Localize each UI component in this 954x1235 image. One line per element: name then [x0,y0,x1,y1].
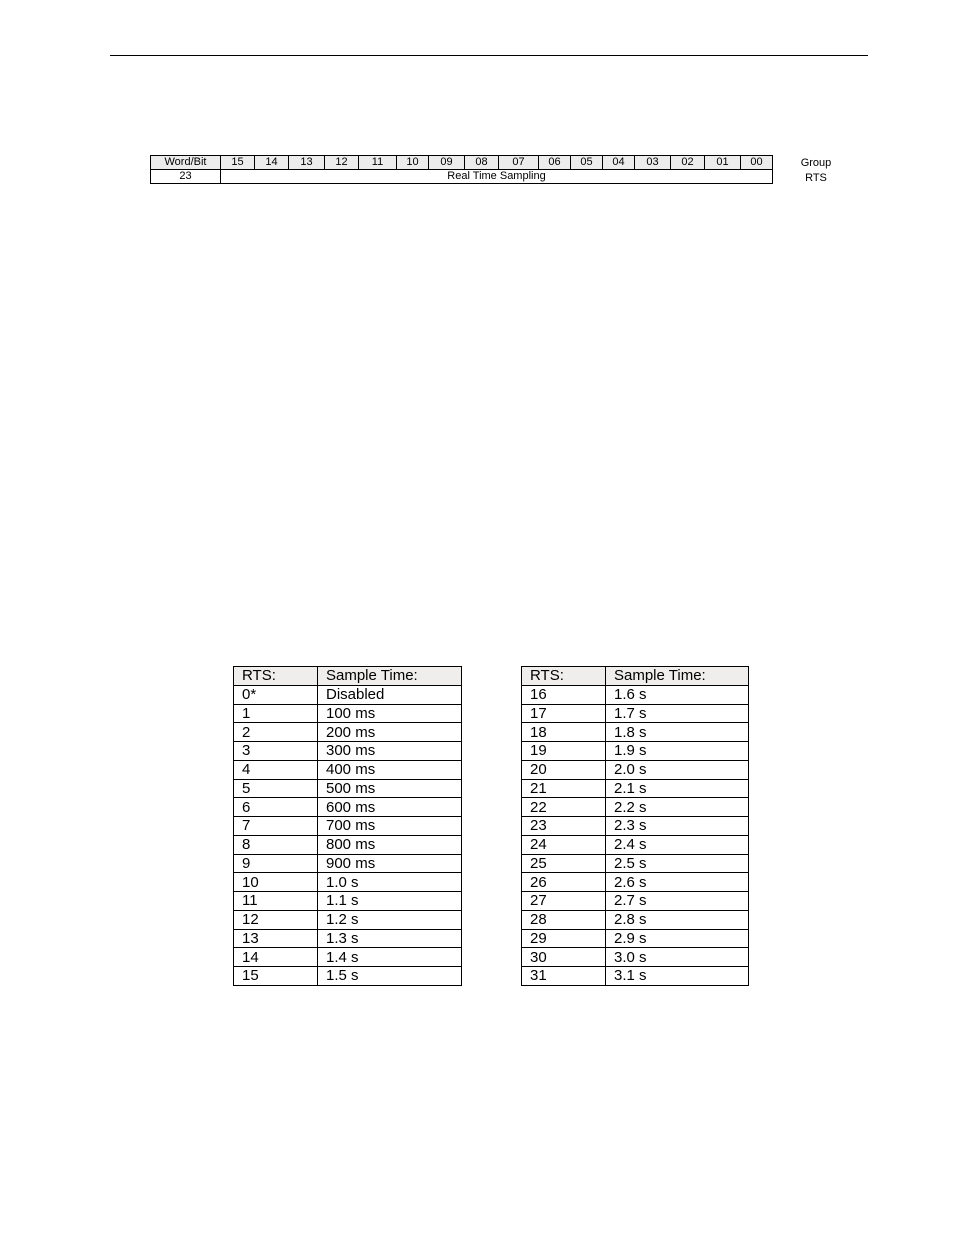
table-row [234,873,462,892]
rts-value: 14 [234,948,318,967]
bit-cell: 11 [359,156,397,170]
rts-value: 21 [522,779,606,798]
rts-value: 18 [522,723,606,742]
sample-time-value: Disabled [318,685,462,704]
rts-value: 8 [234,835,318,854]
table-row [522,779,749,798]
table-row [234,723,462,742]
sample-time-value: 2.3 s [606,817,749,836]
bit-cell: 03 [635,156,671,170]
bit-cell: 08 [465,156,499,170]
word-bit-header: Word/Bit [151,156,221,170]
rts-value: 3 [234,742,318,761]
rts-value: 11 [234,892,318,911]
rts-value: 19 [522,742,606,761]
sample-time-value: 2.0 s [606,760,749,779]
bit-cell: 00 [741,156,773,170]
table-row [234,929,462,948]
table-row [522,967,749,986]
group-header: Group [800,157,832,169]
sample-time-value: 2.2 s [606,798,749,817]
table-row [234,798,462,817]
group-value: RTS [805,172,827,184]
rts-right-body [522,667,749,986]
bit-cell: 07 [499,156,539,170]
rts-value: 28 [522,910,606,929]
rts-value: 15 [234,967,318,986]
table-row [522,910,749,929]
rts-value: 22 [522,798,606,817]
rts-table-right [521,666,749,986]
rts-value: 2 [234,723,318,742]
sample-time-value: 100 ms [318,704,462,723]
header-rule [110,55,868,56]
rts-value: 17 [522,704,606,723]
rts-value: 27 [522,892,606,911]
rts-value: 4 [234,760,318,779]
table-row [234,892,462,911]
bit-cell: 12 [325,156,359,170]
sample-time-value: 1.1 s [318,892,462,911]
table-row [522,817,749,836]
rts-value: 23 [522,817,606,836]
sample-time-value: 1.7 s [606,704,749,723]
bit-cell: 14 [255,156,289,170]
bitmap-header-row [151,156,773,170]
bit-cell: 04 [603,156,635,170]
rts-value: 1 [234,704,318,723]
table-row [234,685,462,704]
sample-time-value: 300 ms [318,742,462,761]
table-row [522,685,749,704]
rts-column-header: RTS: [234,667,318,686]
rts-column-header: RTS: [522,667,606,686]
word-number: 23 [151,170,221,184]
rts-value: 30 [522,948,606,967]
table-row [522,798,749,817]
rts-value: 31 [522,967,606,986]
field-name: Real Time Sampling [221,170,773,184]
table-row [522,704,749,723]
bit-cell: 05 [571,156,603,170]
rts-value: 20 [522,760,606,779]
sample-time-value: 400 ms [318,760,462,779]
bit-cell: 10 [397,156,429,170]
sample-time-value: 1.8 s [606,723,749,742]
sample-time-value: 1.4 s [318,948,462,967]
rts-value: 6 [234,798,318,817]
table-row [234,967,462,986]
table-row [234,835,462,854]
bitmap-word-row [151,170,773,184]
table-row [522,873,749,892]
sample-time-value: 1.5 s [318,967,462,986]
rts-value: 29 [522,929,606,948]
rts-value: 25 [522,854,606,873]
table-row [234,854,462,873]
bit-cell: 01 [705,156,741,170]
table-row [234,910,462,929]
sample-time-value: 2.1 s [606,779,749,798]
sample-time-value: 600 ms [318,798,462,817]
bit-cell: 06 [539,156,571,170]
sample-time-value: 1.2 s [318,910,462,929]
table-row [234,779,462,798]
bit-cell: 02 [671,156,705,170]
rts-value: 26 [522,873,606,892]
table-row [522,723,749,742]
bit-cell: 15 [221,156,255,170]
rts-header-row [522,667,749,686]
word-bit-map-table [150,155,773,184]
rts-value: 0* [234,685,318,704]
sample-time-value: 1.9 s [606,742,749,761]
table-row [522,929,749,948]
rts-value: 24 [522,835,606,854]
table-row [234,704,462,723]
rts-value: 7 [234,817,318,836]
sample-time-column-header: Sample Time: [606,667,749,686]
sample-time-value: 2.4 s [606,835,749,854]
sample-time-value: 3.1 s [606,967,749,986]
table-row [522,854,749,873]
table-row [522,760,749,779]
table-row [522,892,749,911]
sample-time-value: 2.5 s [606,854,749,873]
sample-time-value: 2.8 s [606,910,749,929]
table-row [234,760,462,779]
bit-cell: 13 [289,156,325,170]
rts-value: 12 [234,910,318,929]
rts-value: 10 [234,873,318,892]
table-row [522,742,749,761]
sample-time-value: 500 ms [318,779,462,798]
rts-value: 9 [234,854,318,873]
table-row [234,948,462,967]
sample-time-column-header: Sample Time: [318,667,462,686]
table-row [234,817,462,836]
sample-time-value: 700 ms [318,817,462,836]
bit-cell: 09 [429,156,465,170]
sample-time-value: 2.7 s [606,892,749,911]
sample-time-value: 2.9 s [606,929,749,948]
sample-time-value: 2.6 s [606,873,749,892]
table-row [522,835,749,854]
rts-table-left [233,666,462,986]
sample-time-value: 3.0 s [606,948,749,967]
sample-time-value: 200 ms [318,723,462,742]
rts-value: 5 [234,779,318,798]
sample-time-value: 1.0 s [318,873,462,892]
rts-value: 16 [522,685,606,704]
table-row [522,948,749,967]
rts-left-body [234,667,462,986]
sample-time-value: 800 ms [318,835,462,854]
rts-header-row [234,667,462,686]
sample-time-value: 1.3 s [318,929,462,948]
sample-time-value: 900 ms [318,854,462,873]
rts-value: 13 [234,929,318,948]
sample-time-value: 1.6 s [606,685,749,704]
table-row [234,742,462,761]
